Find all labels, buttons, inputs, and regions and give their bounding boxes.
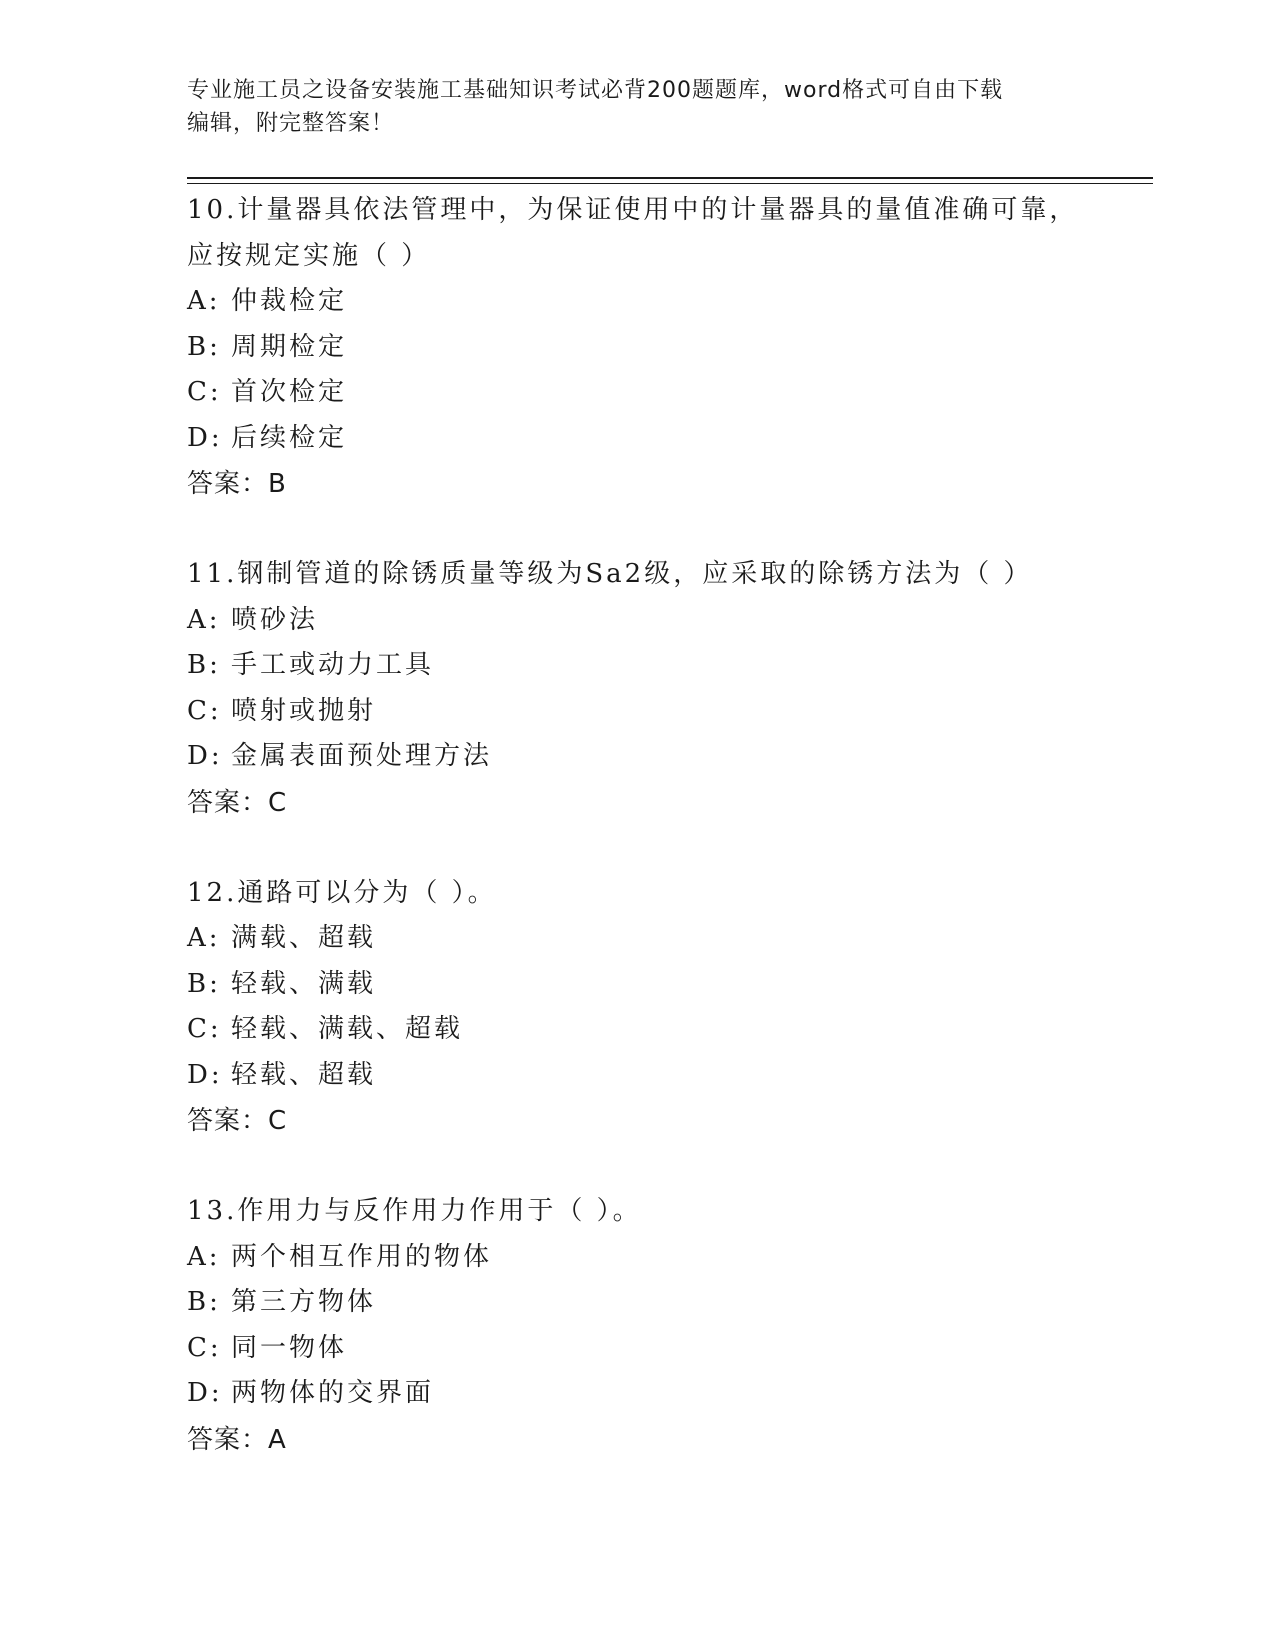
- option-text: 仲裁检定: [231, 286, 348, 316]
- option-b: [187, 1280, 1087, 1326]
- option-text: 第三方物体: [231, 1287, 377, 1317]
- header-divider-thick: [187, 177, 1153, 179]
- option-text: 首次检定: [231, 377, 348, 407]
- option-letter: B:: [187, 331, 221, 362]
- question-stem: 13.作用力与反作用力作用于（ ）。: [187, 1196, 642, 1226]
- option-letter: B:: [187, 650, 221, 680]
- question-stem-continued: 应按规定实施（ ）: [187, 240, 431, 271]
- option-letter: C:: [187, 1332, 222, 1363]
- option-letter: C:: [187, 377, 222, 407]
- option-letter: D:: [187, 741, 223, 771]
- option-letter: D:: [187, 1059, 223, 1090]
- question-stem: 12.通路可以分为（ ）。: [187, 877, 497, 908]
- answer-line: 答案：C: [187, 787, 288, 818]
- answer-line: 答案：C: [187, 1106, 288, 1136]
- option-text: 金属表面预处理方法: [231, 741, 493, 771]
- option-text: 满载、超载: [231, 923, 377, 953]
- option-text: 两个相互作用的物体: [231, 1241, 493, 1272]
- option-text: 轻载、超载: [231, 1059, 377, 1090]
- option-text: 喷射或抛射: [231, 695, 377, 726]
- option-letter: C:: [187, 1014, 222, 1044]
- option-c: [187, 370, 1087, 416]
- header-line-2: 编辑，附完整答案！: [187, 111, 395, 136]
- option-text: 轻载、满载、超载: [231, 1014, 464, 1044]
- option-letter: A:: [187, 1241, 221, 1272]
- question-12: [187, 871, 1087, 1145]
- answer-line: 答案：B: [187, 469, 287, 499]
- question-13: [187, 1189, 1087, 1463]
- option-text: 后续检定: [231, 422, 348, 453]
- option-text: 轻载、满载: [231, 968, 377, 999]
- option-letter: B:: [187, 1287, 221, 1317]
- document-header: [187, 74, 1067, 140]
- option-c: [187, 1326, 1087, 1372]
- option-text: 周期检定: [231, 331, 348, 362]
- option-letter: D:: [187, 422, 223, 453]
- option-text: 两物体的交界面: [231, 1378, 435, 1408]
- option-letter: C:: [187, 695, 222, 726]
- option-a: [187, 279, 1087, 325]
- option-c: [187, 1007, 1087, 1053]
- option-d: [187, 1053, 1087, 1099]
- question-10: [187, 188, 1087, 507]
- option-letter: A:: [187, 923, 221, 953]
- option-letter: A:: [187, 286, 221, 316]
- question-11: [187, 552, 1087, 826]
- option-c: [187, 689, 1087, 735]
- option-d: [187, 1371, 1087, 1417]
- option-a: [187, 1235, 1087, 1281]
- answer-line: 答案：A: [187, 1424, 287, 1455]
- option-b: [187, 962, 1087, 1008]
- question-list: [187, 188, 1087, 1508]
- option-b: [187, 643, 1087, 689]
- option-letter: B:: [187, 968, 221, 999]
- option-a: [187, 598, 1087, 644]
- option-d: [187, 734, 1087, 780]
- question-stem: 10.计量器具依法管理中，为保证使用中的计量器具的量值准确可靠，: [187, 195, 1079, 225]
- option-letter: A:: [187, 604, 221, 635]
- header-line-1: 专业施工员之设备安装施工基础知识考试必背200题题库，word格式可自由下载: [187, 78, 1004, 103]
- option-text: 喷砂法: [231, 604, 319, 635]
- question-stem: 11.钢制管道的除锈质量等级为Sa2级，应采取的除锈方法为（ ）: [187, 559, 1033, 589]
- option-b: [187, 325, 1087, 371]
- option-letter: D:: [187, 1378, 223, 1408]
- option-text: 同一物体: [231, 1332, 348, 1363]
- option-a: [187, 916, 1087, 962]
- option-text: 手工或动力工具: [231, 650, 435, 680]
- header-divider-thin: [187, 183, 1153, 184]
- option-d: [187, 416, 1087, 462]
